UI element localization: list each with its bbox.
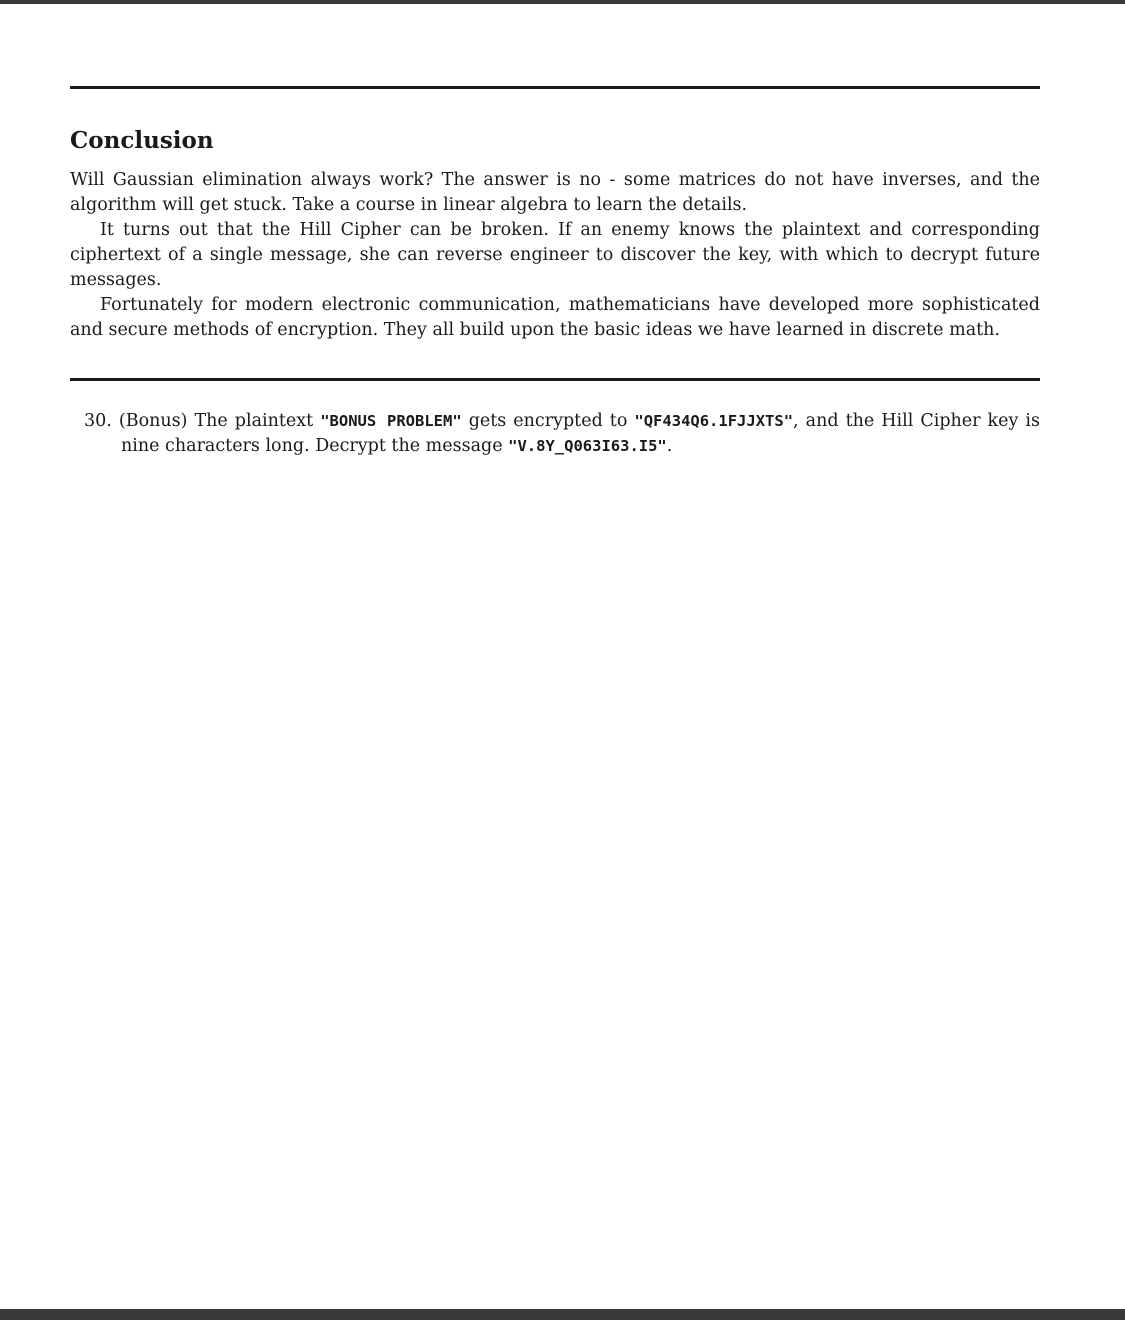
conclusion-body [70, 168, 1040, 343]
horizontal-rule-top [70, 86, 1040, 89]
plaintext-code: "BONUS PROBLEM" [320, 412, 462, 430]
paragraph-modern-encryption: Fortunately for modern electronic communication, mathematicians have developed more sophisticated and secure methods of encryption. They all build upon the basic ideas we have learned in discrete math. [70, 295, 1040, 340]
problem-text-key: , and the Hill Cipher key is nine characters long. Decrypt the message [121, 411, 1040, 456]
paragraph-gaussian-elimination: Will Gaussian elimination always work? The answer is no - some matrices do not have inverses, and the algorithm will get stuck. Take a course in linear algebra to learn the details. [70, 170, 1040, 215]
ciphertext-code: "QF434Q6.1FJJXTS" [634, 412, 794, 430]
problem-text-encrypted: gets encrypted to [461, 411, 635, 431]
problem-number: 30. [84, 411, 112, 431]
problem-text-end: . [666, 436, 673, 456]
viewer-top-bar [0, 0, 1125, 4]
problem-text-intro: (Bonus) The plaintext [118, 411, 321, 431]
section-title: Conclusion [70, 127, 214, 154]
paragraph-hill-cipher-broken: It turns out that the Hill Cipher can be broken. If an enemy knows the plaintext and corresponding ciphertext of a single message, she can reverse engineer to discover the key, with which to decrypt future messages. [70, 220, 1040, 290]
horizontal-rule-bottom [70, 378, 1040, 381]
bonus-problem [84, 409, 1040, 459]
message-code: "V.8Y_Q063I63.I5" [508, 437, 667, 455]
viewer-bottom-bar [0, 1309, 1125, 1320]
